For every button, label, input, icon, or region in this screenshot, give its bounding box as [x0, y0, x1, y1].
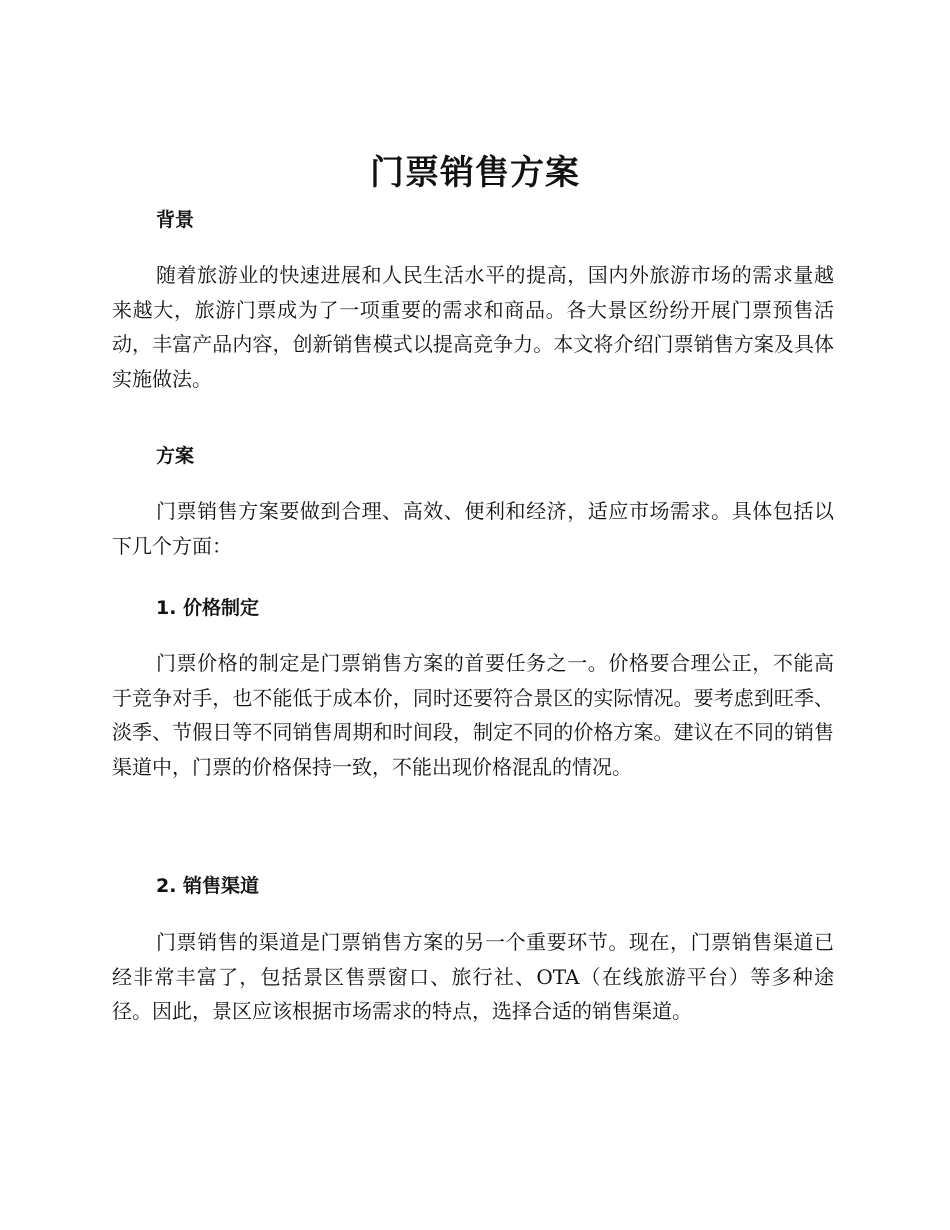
section-heading-plan: 方案 — [156, 445, 195, 467]
paragraph-background: 随着旅游业的快速进展和人民生活水平的提高，国内外旅游市场的需求量越来越大，旅游门票成为了一项重要的需求和商品。各大景区纷纷开展门票预售活动，丰富产品内容，创新销售模式以提高竞争力。本文将介绍门票销售方案及具体实施做法。 — [112, 263, 834, 391]
section-heading-channels: 2. 销售渠道 — [156, 875, 260, 897]
section-heading-background: 背景 — [156, 209, 195, 231]
section-heading-pricing: 1. 价格制定 — [156, 597, 260, 619]
paragraph-plan: 门票销售方案要做到合理、高效、便利和经济，适应市场需求。具体包括以下几个方面： — [112, 499, 834, 558]
document-title: 门票销售方案 — [370, 153, 580, 193]
paragraph-channels: 门票销售的渠道是门票销售方案的另一个重要环节。现在，门票销售渠道已经非常丰富了，包括景区售票窗口、旅行社、OTA（在线旅游平台）等多种途径。因此，景区应该根据市场需求的特点，选择合适的销售渠道。 — [112, 930, 834, 1023]
paragraph-pricing: 门票价格的制定是门票销售方案的首要任务之一。价格要合理公正，不能高于竞争对手，也不能低于成本价，同时还要符合景区的实际情况。要考虑到旺季、淡季、节假日等不同销售周期和时间段，制定不同的价格方案。建议在不同的销售渠道中，门票的价格保持一致，不能出现价格混乱的情况。 — [112, 651, 834, 779]
